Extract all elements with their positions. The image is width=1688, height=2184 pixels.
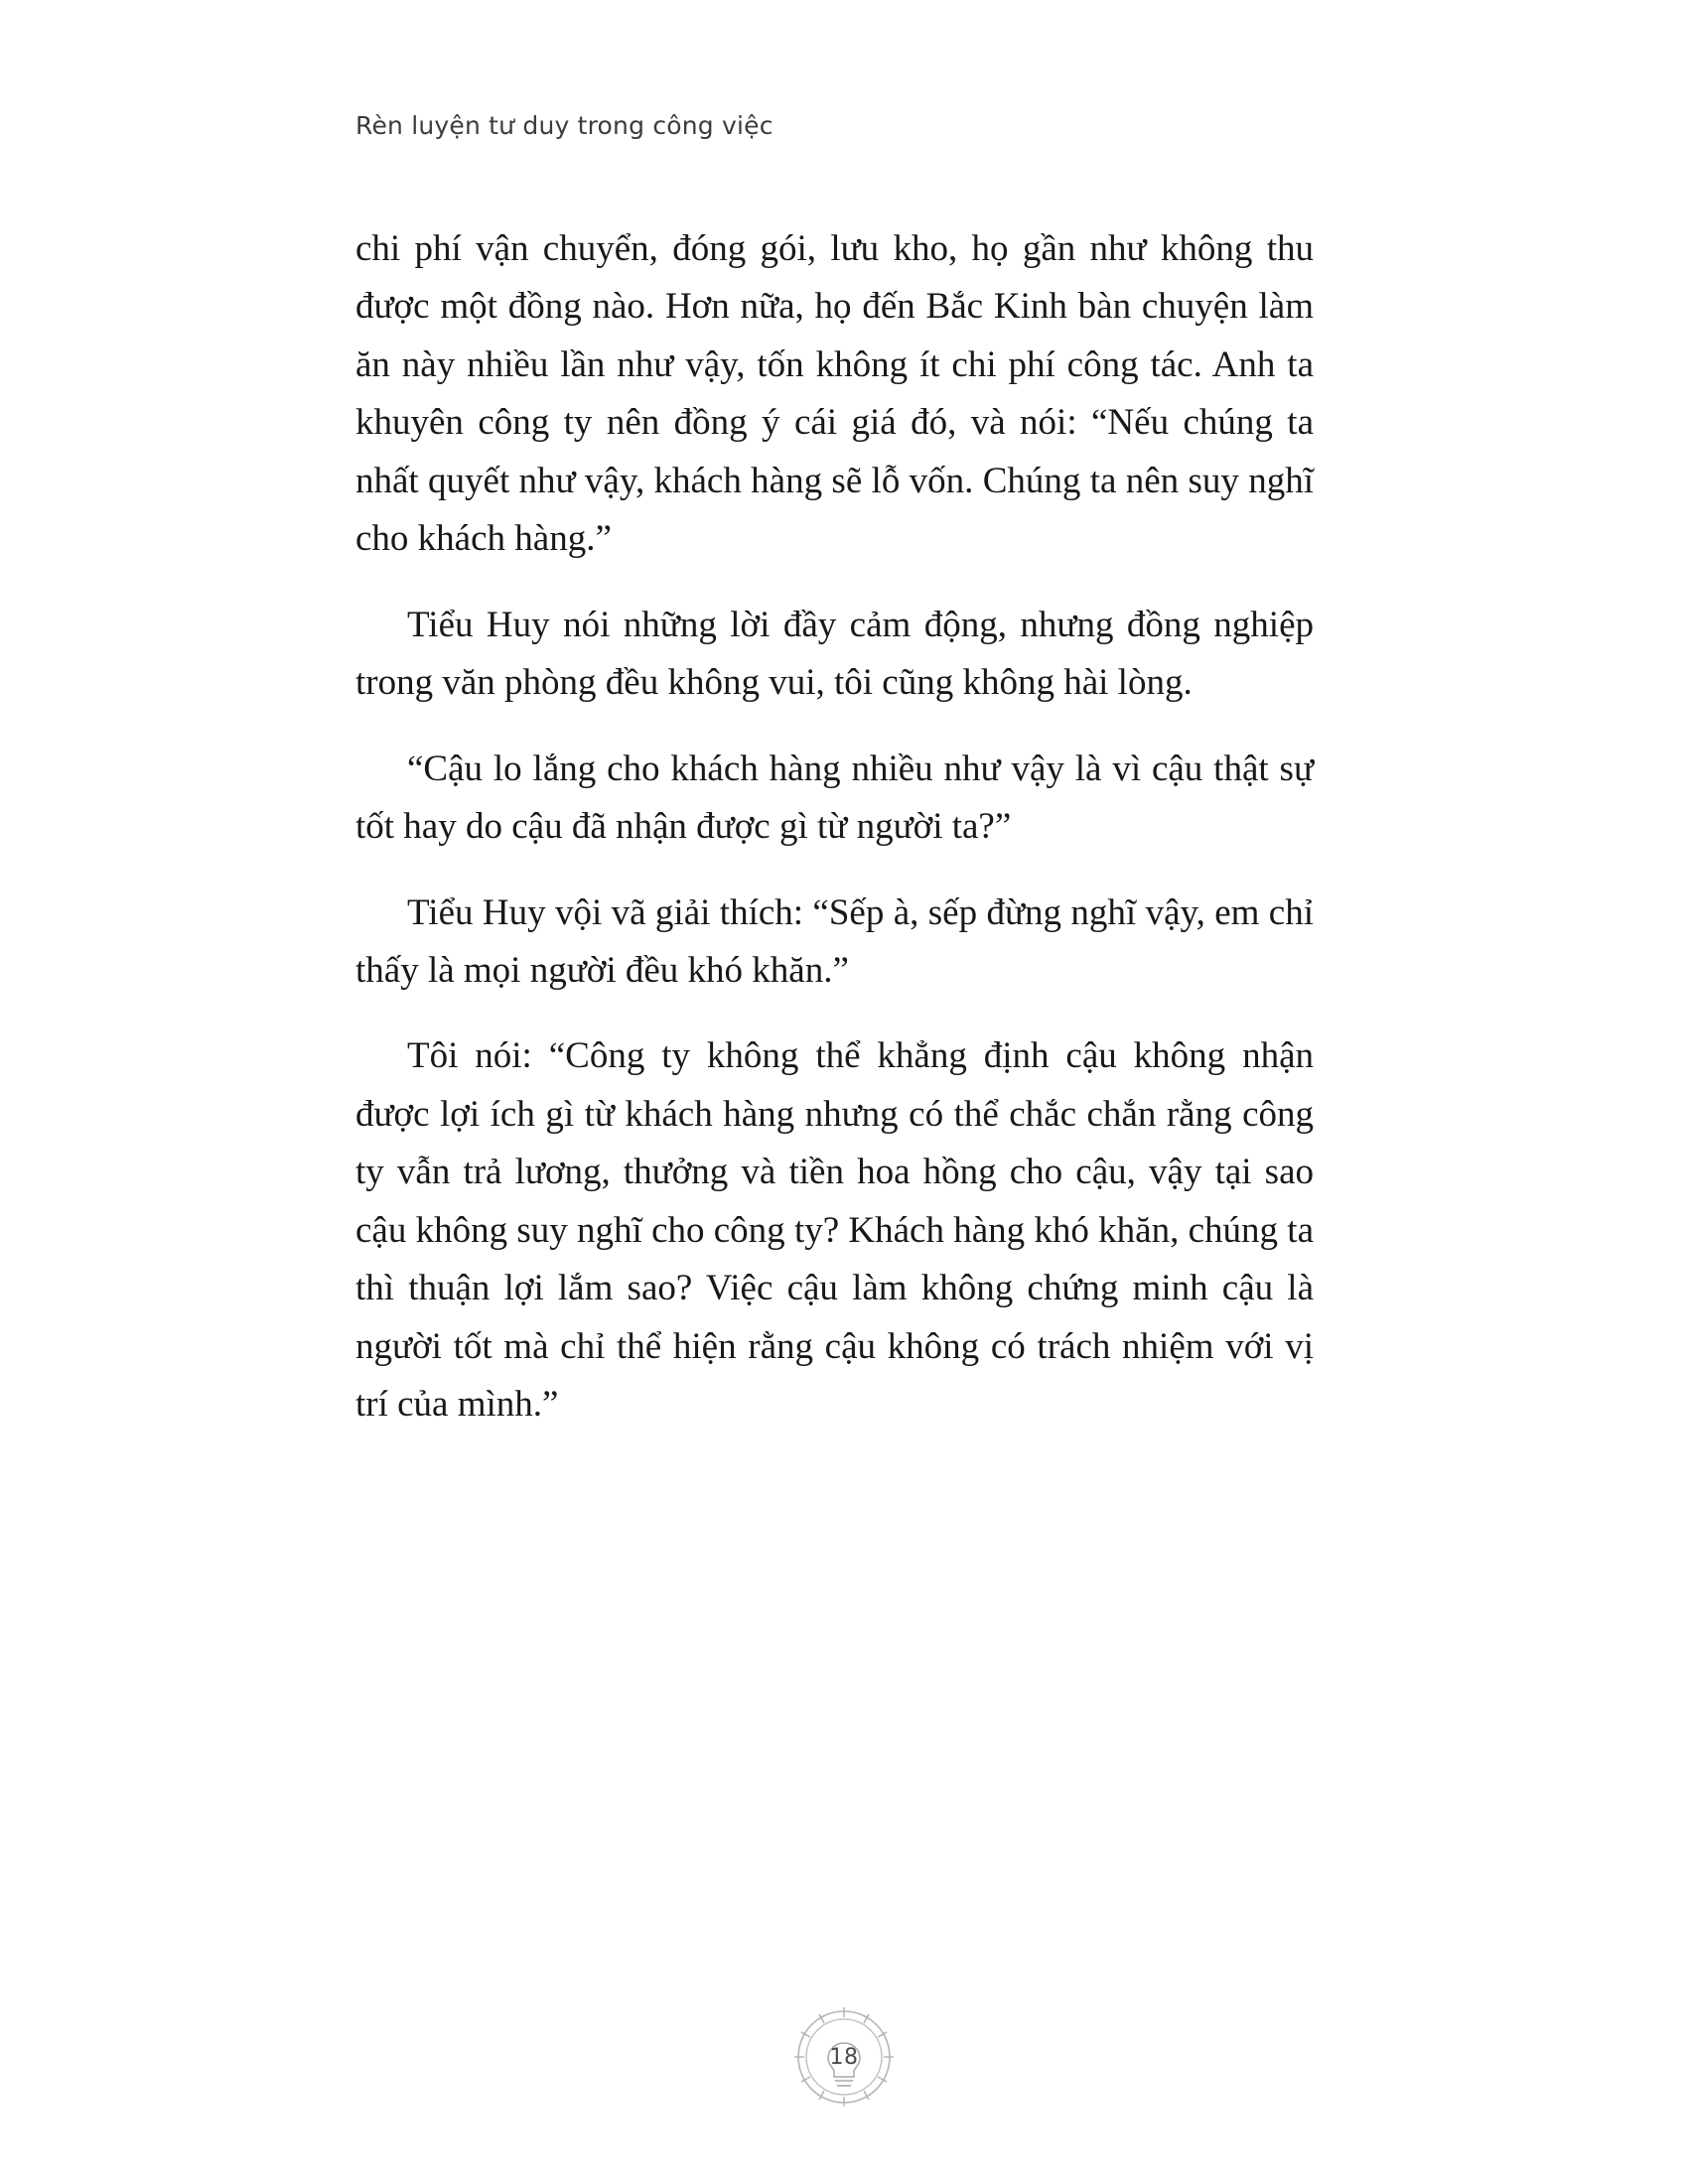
paragraph: Tiểu Huy vội vã giải thích: “Sếp à, sếp đừng nghĩ vậy, em chỉ thấy là mọi người đều khó khăn.” (355, 891, 1314, 991)
paragraph: “Cậu lo lắng cho khách hàng nhiều như vậy là vì cậu thật sự tốt hay do cậu đã nhận được gì từ người ta?” (355, 748, 1314, 848)
paragraph: Tiểu Huy nói những lời đầy cảm động, nhưng đồng nghiệp trong văn phòng đều không vui, tôi cũng không hài lòng. (355, 604, 1314, 704)
paragraph: Tôi nói: “Công ty không thể khẳng định cậu không nhận được lợi ích gì từ khách hàng nhưng có thể chắc chắn rằng công ty vẫn trả lương, thưởng và tiền hoa hồng cho cậu, vậy tại sao cậu không suy nghĩ cho công ty? Khách hàng khó khăn, chúng ta thì thuận lợi lắm sao? Việc cậu làm không chứng minh cậu là người tốt mà chỉ thể hiện rằng cậu không có trách nhiệm với vị trí của mình.” (355, 1035, 1314, 1426)
running-head: Rèn luyện tư duy trong công việc (355, 111, 774, 140)
page-body (355, 220, 1314, 1434)
page-number: 18 (829, 2045, 859, 2070)
page-footer (0, 1995, 1688, 2124)
paragraph: chi phí vận chuyển, đóng gói, lưu kho, họ gần như không thu được một đồng nào. Hơn nữa, họ đến Bắc Kinh bàn chuyện làm ăn này nhiều lần như vậy, tốn không ít chi phí công tác. Anh ta khuyên công ty nên đồng ý cái giá đó, và nói: “Nếu chúng ta nhất quyết như vậy, khách hàng sẽ lỗ vốn. Chúng ta nên suy nghĩ cho khách hàng.” (355, 228, 1314, 560)
